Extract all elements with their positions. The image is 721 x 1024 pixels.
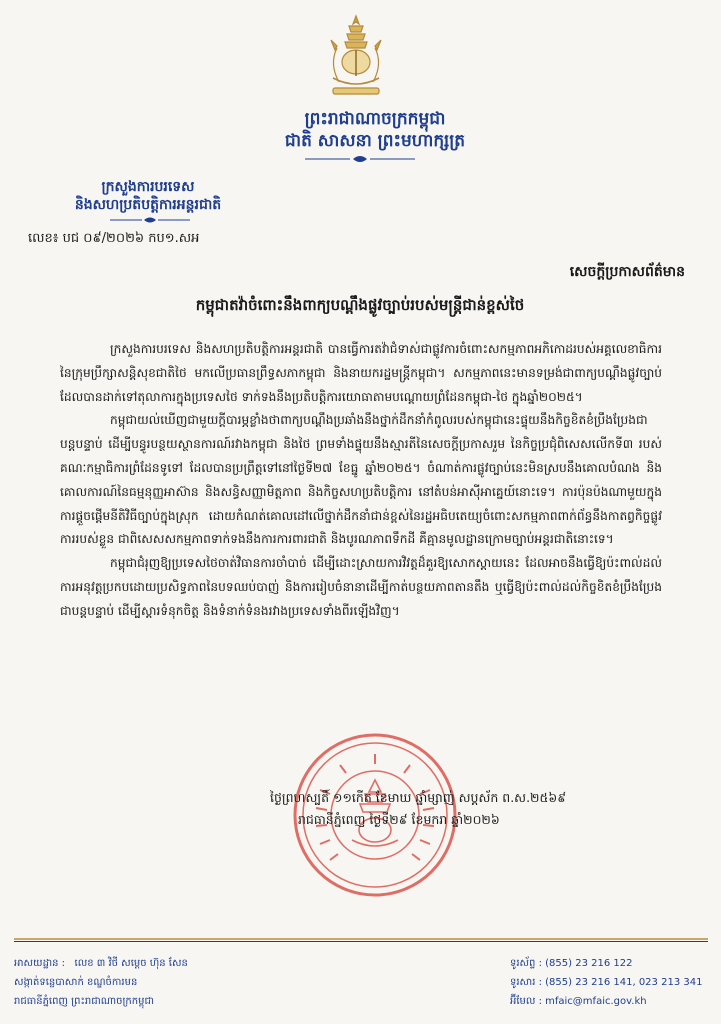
document-body xyxy=(60,338,662,624)
address-line-2: សង្កាត់ទន្លេបាសាក់ ខណ្ឌចំការមន xyxy=(14,977,138,988)
paragraph: កម្ពុជាជំរុញឱ្យប្រទេសថៃចាត់វិធានការចាំបាច់ ដើម្បីដោះស្រាយការវិវត្តដ៏គួរឱ្យសោកស្តាយនេះ ដែលអាចនឹងធ្វើឱ្យប៉ះពាល់ដល់ការអនុវត្តប្រកបដោយប្រសិទ្ធភាពនៃបទឈប់បាញ់ និងការរៀបចំនានាដើម្បីកាត់បន្ថយភាពតានតឹង ឬធ្វើឱ្យប៉ះពាល់ដល់កិច្ចខិតខំប្រឹងប្រែងជាបន្តបន្ទាប់ ដើម្បីស្តារទំនុកចិត្ត និងទំនាក់ទំនងរវាងប្រទេសទាំងពីរឡើងវិញ។ xyxy=(60,556,662,618)
royal-emblem-icon xyxy=(325,14,387,100)
kingdom-name: ព្រះរាជាណាចក្រកម្ពុជា xyxy=(304,109,446,129)
ministry-header xyxy=(28,178,268,214)
email-line: អ៊ីមែល : mfaic@mfaic.gov.kh xyxy=(510,996,647,1007)
paragraph: កម្ពុជាយល់ឃើញជាមួយក្តីបារម្ភខ្លាំងថាពាក្យបណ្តឹងប្រឆាំងនឹងថ្នាក់ដឹកនាំកំពូលរបស់កម្ពុជានេះផ្ទុយនឹងកិច្ចខិតខំប្រឹងប្រែងជាបន្តបន្ទាប់ ដើម្បីបន្ធូរបន្ថយស្ថានការណ៍រវាងកម្ពុជា និងថៃ ព្រមទាំងផ្ទុយនឹងស្មារតីនៃសេចក្តីប្រកាសរួម នៃកិច្ចប្រជុំពិសេសលើកទី៣ របស់គណៈកម្មាធិការព្រំដែនទូទៅ ដែលបានប្រព្រឹត្តទៅនៅថ្ងៃទី២៧ ខែធ្នូ ឆ្នាំ២០២៥។ ចំណាត់ការផ្លូវច្បាប់នេះមិនស្របនឹងគោលបំណង និងគោលការណ៍នៃធម្មនុញ្ញអាស៊ាន និងសន្ធិសញ្ញាមិត្តភាព និងកិច្ចសហប្រតិបត្តិការ នៅតំបន់អាស៊ីអាគ្នេយ៍នោះទេ។ ការប៉ុនប៉ងណាមួយក្នុងការផ្តួចផ្តើមនីតិវិធីច្បាប់ក្នុងស្រុក ដោយកំណត់គោលដៅលើថ្នាក់ដឹកនាំជាន់ខ្ពស់នៃរដ្ឋអធិបតេយ្យចំពោះសកម្មភាពពាក់ព័ន្ធនឹងកាតព្វកិច្ចផ្លូវការរបស់ខ្លួន ជាពិសេសសកម្មភាពទាក់ទងនឹងការការពារជាតិ និងបូរណភាពទឹកដី គឺគ្មានមូលដ្ឋានក្រោមច្បាប់អន្តរជាតិនោះទេ។ xyxy=(60,413,662,547)
lunar-date: ថ្ងៃព្រហស្បតិ៍ ១១កើត ខែមាឃ ឆ្នាំម្សាញ់ សប្តស័ក ព.ស.២៥៦៩ xyxy=(270,790,567,805)
national-motto: ជាតិ សាសនា ព្រះមហាក្សត្រ xyxy=(284,131,466,151)
header-ornament-icon xyxy=(305,154,415,164)
fax-line: ទូរសារ : (855) 23 216 141, 023 213 341 xyxy=(510,977,703,988)
email-link[interactable]: mfaic@mfaic.gov.kh xyxy=(545,996,647,1007)
kingdom-header xyxy=(240,108,510,152)
document-title: កម្ពុជាតវ៉ាចំពោះនឹងពាក្យបណ្តឹងផ្លូវច្បាប់របស់មន្ត្រីជាន់ខ្ពស់ថៃ xyxy=(195,296,525,314)
address-line-1: អាសយដ្ឋាន : លេខ ៣ វិថី សម្តេច ហ៊ុន សែន xyxy=(14,958,188,969)
ministry-line-2: និងសហប្រតិបត្តិការអន្តរជាតិ xyxy=(74,197,222,213)
footer-address xyxy=(14,954,188,1011)
address-line-3: រាជធានីភ្នំពេញ ព្រះរាជាណាចក្រកម្ពុជា xyxy=(14,996,154,1007)
phone-line: ទូរស័ព្ទ : (855) 23 216 122 xyxy=(510,958,633,969)
footer-divider-inner xyxy=(14,941,708,942)
solar-date: រាជធានីភ្នំពេញ ថ្ងៃទី២៩ ខែមករា ឆ្នាំ២០២៦ xyxy=(298,812,500,827)
document-type: សេចក្តីប្រកាសព័ត៌មាន xyxy=(569,264,685,280)
ministry-line-1: ក្រសួងការបរទេស xyxy=(101,179,195,195)
footer-contact xyxy=(510,954,702,1011)
date-block xyxy=(270,787,670,831)
reference-number: លេខ៖ បជ ០៩/២០២៦ កប១.សអ xyxy=(28,231,200,246)
footer-divider xyxy=(14,938,708,940)
paragraph: ក្រសួងការបរទេស និងសហប្រតិបត្តិការអន្តរជាតិ បានធ្វើការតវ៉ាជំទាស់ជាផ្លូវការចំពោះសកម្មភាពអភិកោដរបស់អគ្គលេខាធិការនៃក្រុមប្រឹក្សាសន្តិសុខជាតិថៃ មកលើប្រធានព្រឹទ្ធសភាកម្ពុជា និងនាយករដ្ឋមន្ត្រីកម្ពុជា។ សកម្មភាពនេះមានទម្រង់ជាពាក្យបណ្តឹងផ្លូវច្បាប់ ដែលបានដាក់ទៅតុលាការក្នុងប្រទេសថៃ ទាក់ទងនឹងប្រតិបត្តិការយោធាតាមបណ្តោយព្រំដែនកម្ពុជា-ថៃ ក្នុងឆ្នាំ២០២៥។ xyxy=(60,342,662,404)
ministry-ornament-icon xyxy=(110,216,190,224)
